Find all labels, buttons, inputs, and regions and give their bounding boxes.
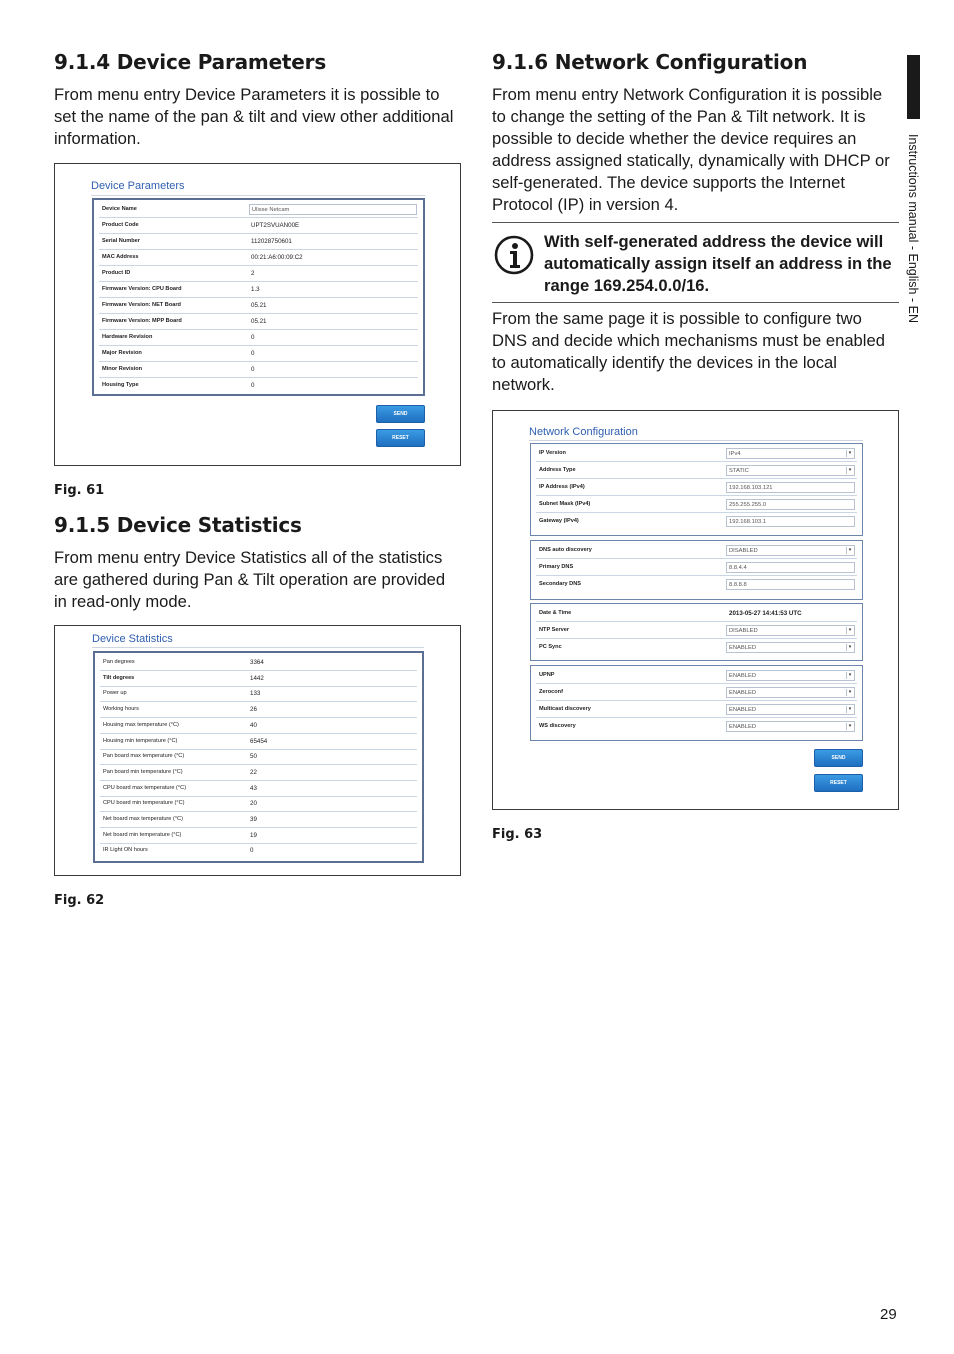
discovery-group [530,665,863,741]
table-row: Net board max temperature (°C) 39 [100,812,417,828]
chevron-down-icon: ▾ [846,689,853,696]
table-row: Working hours 26 [100,702,417,718]
note-text: With self-generated address the device will automatically assign itself an address in the range 169.254.0.0/16. [544,232,892,295]
panel-title: Device Parameters [91,180,185,192]
chevron-down-icon: ▾ [846,706,853,713]
table-row: Housing min temperature (°C) 65454 [100,734,417,750]
fig-61-caption: Fig. 61 [54,483,105,498]
ntp-server-select[interactable]: DISABLED ▾ [726,625,855,636]
panel-title-rule [92,647,424,648]
figure-63 [492,410,899,810]
table-row: Minor Revision 0 [99,362,418,378]
info-icon [494,235,534,275]
table-row: Multicast discovery ENABLED ▾ [536,702,857,718]
table-row: Firmware Version: CPU Board 1.3 [99,282,418,298]
left-column [54,50,462,150]
fig-62-caption: Fig. 62 [54,893,105,908]
table-row: Gateway (IPv4) 192.168.103.1 [536,514,857,530]
table-row: Subnet Mask (IPv4) 255.255.255.0 [536,497,857,513]
table-row: Housing Type 0 [102,382,255,389]
section-916-body: From menu entry Network Configuration it is possible to change the setting of the Pan & Tilt network. It is possible to decide whether the device requires an address assigned statically, dynamically with DHCP or self-generated. The device supports the Internet Protocol (IP) in version 4. [492,85,890,214]
section-915-title: 9.1.5 Device Statistics [54,513,302,537]
pc-sync-select[interactable]: ENABLED ▾ [726,642,855,653]
table-row: Address Type STATIC ▾ [536,463,857,479]
table-row: IP Address (IPv4) 192.168.103.121 [536,480,857,496]
table-row: MAC Address 00:21:A6:00:09:C2 [99,250,418,266]
table-row: Power up 133 [100,686,417,702]
upnp-select[interactable]: ENABLED ▾ [726,670,855,681]
section-915 [54,513,462,613]
chevron-down-icon: ▾ [846,723,853,730]
table-row: Hardware Revision 0 [99,330,418,346]
chevron-down-icon: ▾ [846,450,853,457]
chevron-down-icon: ▾ [846,467,853,474]
panel-title-rule [91,195,425,196]
device-name-input[interactable]: Ulisse Netcam [249,204,417,215]
table-row: Zeroconf ENABLED ▾ [536,685,857,701]
table-row: Major Revision 0 [99,346,418,362]
table-row: DNS auto discovery DISABLED ▾ [536,543,857,559]
side-label: Instructions manual - English - EN [906,134,920,323]
table-row: Firmware Version: NET Board 05.21 [99,298,418,314]
ip-version-select[interactable]: IPv4 ▾ [726,448,855,459]
table-row: Date & Time 2013-05-27 14:41:53 UTC [536,606,857,622]
primary-dns-input[interactable]: 8.8.4.4 [726,562,855,573]
info-note [492,222,899,303]
section-914-body: From menu entry Device Parameters it is possible to set the name of the pan & tilt and view other additional information. [54,85,454,148]
table-row: UPNP ENABLED ▾ [536,668,857,684]
table-row: Product ID 2 [99,266,418,282]
table-row: IP Version IPv4 ▾ [536,446,857,462]
address-type-select[interactable]: STATIC ▾ [726,465,855,476]
chevron-down-icon: ▾ [846,672,853,679]
section-916-body2-wrap [492,308,900,396]
subnet-mask-input[interactable]: 255.255.255.0 [726,499,855,510]
statistics-table [93,651,424,863]
table-row: PC Sync ENABLED ▾ [536,640,857,656]
multicast-discovery-select[interactable]: ENABLED ▾ [726,704,855,715]
section-915-body: From menu entry Device Statistics all of the statistics are gathered during Pan & Tilt operation are provided in read-only mode. [54,548,446,611]
table-row: Serial Number 112028750601 [99,234,418,250]
reset-button[interactable]: RESET [376,429,425,447]
table-row: Tilt degrees 1442 [100,671,417,687]
section-916-title: 9.1.6 Network Configuration [492,50,808,74]
table-row: Pan board max temperature (°C) 50 [100,749,417,765]
table-row: WS discovery ENABLED ▾ [536,719,857,735]
table-row: Device Name Ulisse Netcam [99,202,418,218]
send-button[interactable]: SEND [376,405,425,423]
panel-title: Network Configuration [529,426,638,438]
table-row: Pan degrees 3364 [100,655,417,671]
zeroconf-select[interactable]: ENABLED ▾ [726,687,855,698]
table-row: Primary DNS 8.8.4.4 [536,560,857,576]
table-row: Firmware Version: MPP Board 05.21 [99,314,418,330]
ip-address-input[interactable]: 192.168.103.121 [726,482,855,493]
fig-63-caption: Fig. 63 [492,827,543,842]
table-row: IR Light ON hours 0 [103,847,254,855]
section-914-title: 9.1.4 Device Parameters [54,50,327,74]
time-group [530,603,863,661]
table-row: Pan board min temperature (°C) 22 [100,765,417,781]
page-number: 29 [880,1306,897,1323]
section-916-body2: From the same page it is possible to configure two DNS and decide which mechanisms must be enabled to automatically identify the devices in the local network. [492,309,885,394]
send-button[interactable]: SEND [814,749,863,767]
chevron-down-icon: ▾ [846,547,853,554]
secondary-dns-input[interactable]: 8.8.8.8 [726,579,855,590]
parameters-table [92,198,425,396]
table-row: NTP Server DISABLED ▾ [536,623,857,639]
figure-61 [54,163,461,466]
dns-auto-discovery-select[interactable]: DISABLED ▾ [726,545,855,556]
table-row: Secondary DNS 8.8.8.8 [536,577,857,593]
chevron-down-icon: ▾ [846,627,853,634]
dns-group [530,540,863,600]
panel-title-rule [529,440,863,441]
table-row: CPU board min temperature (°C) 20 [100,796,417,812]
table-row: Product Code UPT2SVUAN00E [99,218,418,234]
figure-62 [54,625,461,876]
reset-button[interactable]: RESET [814,774,863,792]
table-row: Housing max temperature (°C) 40 [100,718,417,734]
table-row: Net board min temperature (°C) 19 [100,828,417,844]
side-tab-marker [907,55,920,119]
ip-settings-group [530,443,863,536]
chevron-down-icon: ▾ [846,644,853,651]
ws-discovery-select[interactable]: ENABLED ▾ [726,721,855,732]
table-row: CPU board max temperature (°C) 43 [100,781,417,797]
gateway-input[interactable]: 192.168.103.1 [726,516,855,527]
panel-title: Device Statistics [92,633,173,645]
right-column [492,50,900,216]
